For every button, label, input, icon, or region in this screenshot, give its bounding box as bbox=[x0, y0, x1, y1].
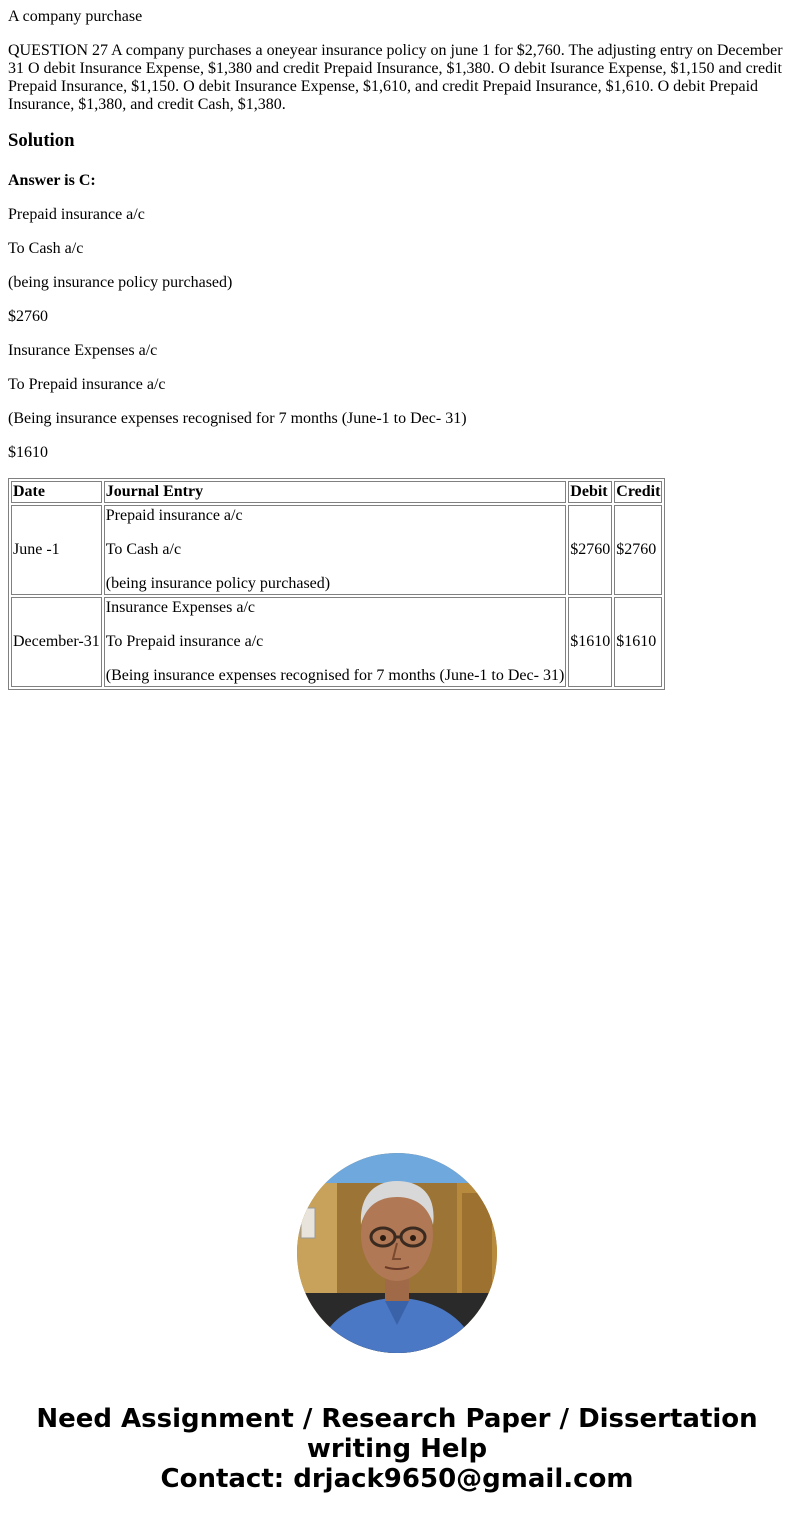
header-credit: Credit bbox=[614, 481, 662, 503]
row-credit: $1610 bbox=[614, 597, 662, 687]
entry-line: Prepaid insurance a/c bbox=[105, 507, 243, 524]
solution-line: Insurance Expenses a/c bbox=[8, 342, 158, 359]
row-debit: $2760 bbox=[568, 505, 612, 595]
avatar bbox=[297, 1153, 497, 1353]
solution-line: (Being insurance expenses recognised for 7 months (June-1 to Dec- 31) bbox=[8, 410, 467, 427]
solution-line: To Prepaid insurance a/c bbox=[8, 376, 166, 393]
journal-entry-table bbox=[8, 478, 665, 690]
header-journal-entry: Journal Entry bbox=[104, 481, 567, 503]
row-date: June -1 bbox=[11, 505, 102, 595]
row-credit: $2760 bbox=[614, 505, 662, 595]
solution-amount: $1610 bbox=[8, 444, 48, 461]
entry-line: (being insurance policy purchased) bbox=[105, 575, 331, 592]
solution-line: (being insurance policy purchased) bbox=[8, 274, 233, 291]
header-debit: Debit bbox=[568, 481, 612, 503]
portrait-illustration bbox=[297, 1153, 497, 1353]
document-title: A company purchase bbox=[8, 8, 143, 25]
answer-text: Answer is C: bbox=[8, 172, 96, 189]
document-body bbox=[8, 8, 786, 690]
row-debit: $1610 bbox=[568, 597, 612, 687]
solution-heading: Solution bbox=[8, 130, 75, 151]
solution-line: To Cash a/c bbox=[8, 240, 84, 257]
entry-line: To Cash a/c bbox=[105, 541, 182, 558]
entry-line: Insurance Expenses a/c bbox=[105, 599, 256, 616]
row-journal-entry bbox=[104, 505, 567, 595]
table-row bbox=[11, 597, 662, 687]
footer-contact bbox=[0, 1404, 794, 1494]
table-row bbox=[11, 505, 662, 595]
entry-line: (Being insurance expenses recognised for 7 months (June-1 to Dec- 31) bbox=[105, 667, 565, 684]
row-date: December-31 bbox=[11, 597, 102, 687]
solution-amount: $2760 bbox=[8, 308, 48, 325]
solution-line: Prepaid insurance a/c bbox=[8, 206, 145, 223]
footer-contact-email: Contact: drjack9650@gmail.com bbox=[160, 1464, 634, 1494]
footer-line: Need Assignment / Research Paper / Dissertation bbox=[36, 1404, 758, 1434]
footer-line: writing Help bbox=[306, 1434, 488, 1464]
question-text: QUESTION 27 A company purchases a oneyear insurance policy on june 1 for $2,760. The adjusting entry on December 31 O debit Insurance Expense, $1,380 and credit Prepaid Insurance, $1,380. O debit Isurance Expense, $1,150 and credit Prepaid Insurance, $1,150. O debit Insurance Expense, $1,610, and credit Prepaid Insurance, $1,610. O debit Prepaid Insurance, $1,380, and credit Cash, $1,380. bbox=[8, 42, 783, 113]
entry-line: To Prepaid insurance a/c bbox=[105, 633, 264, 650]
table-header-row bbox=[11, 481, 662, 503]
header-date: Date bbox=[11, 481, 102, 503]
row-journal-entry bbox=[104, 597, 567, 687]
